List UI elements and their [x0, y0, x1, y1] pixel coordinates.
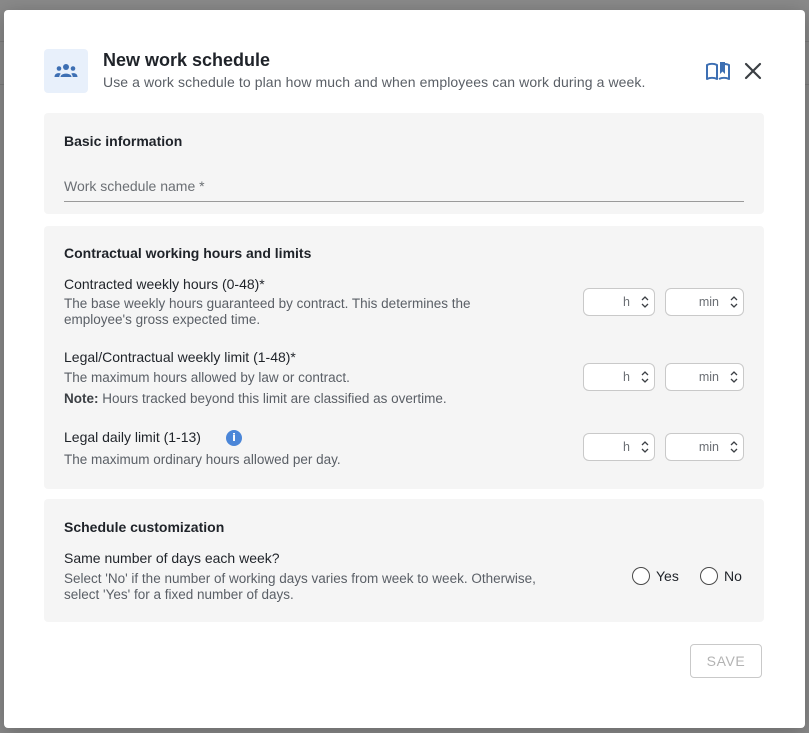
same-days-description: Select 'No' if the number of working days varies from week to week. Otherwise, select 'Yes' for a fixed number of days. [64, 571, 536, 602]
basic-information-section [44, 113, 764, 214]
stepper-arrows-icon[interactable] [640, 437, 650, 457]
contracted-weekly-hours-label: Contracted weekly hours (0-48)* [64, 276, 265, 292]
contracted-weekly-hours-description: The base weekly hours guaranteed by contract. This determines the employee's gross expected time. [64, 296, 471, 327]
section-title: Basic information [64, 133, 183, 149]
stepper-arrows-icon[interactable] [729, 437, 739, 457]
stepper-arrows-icon[interactable] [640, 367, 650, 387]
no-radio[interactable]: No [700, 567, 742, 585]
weekly-limit-note: Note: Hours tracked beyond this limit are classified as overtime. [64, 391, 447, 406]
weekly-limit-minutes-stepper[interactable]: min [665, 363, 744, 391]
section-title: Schedule customization [64, 519, 225, 535]
info-icon[interactable]: i [226, 430, 242, 446]
book-open-icon[interactable] [705, 60, 731, 82]
schedule-customization-section [44, 499, 764, 622]
radio-circle[interactable] [700, 567, 718, 585]
weekly-limit-description: The maximum hours allowed by law or contract. [64, 370, 350, 385]
weekly-limit-label: Legal/Contractual weekly limit (1-48)* [64, 349, 296, 365]
dialog-subtitle: Use a work schedule to plan how much and when employees can work during a week. [103, 74, 646, 90]
section-title: Contractual working hours and limits [64, 245, 312, 261]
daily-limit-label: Legal daily limit (1-13) [64, 429, 201, 445]
dialog-title: New work schedule [103, 50, 271, 70]
yes-radio[interactable]: Yes [632, 567, 679, 585]
team-icon [44, 49, 88, 93]
daily-limit-hours-stepper[interactable]: h [583, 433, 655, 461]
new-work-schedule-dialog [4, 10, 805, 728]
stepper-arrows-icon[interactable] [729, 292, 739, 312]
daily-limit-description: The maximum ordinary hours allowed per day. [64, 452, 341, 467]
contracted-minutes-stepper[interactable]: min [665, 288, 744, 316]
close-icon[interactable] [742, 60, 764, 82]
weekly-limit-hours-stepper[interactable]: h [583, 363, 655, 391]
contractual-hours-section [44, 226, 764, 489]
same-days-question: Same number of days each week? [64, 550, 280, 566]
stepper-arrows-icon[interactable] [640, 292, 650, 312]
stepper-arrows-icon[interactable] [729, 367, 739, 387]
save-button[interactable]: SAVE [690, 644, 762, 678]
radio-circle[interactable] [632, 567, 650, 585]
daily-limit-minutes-stepper[interactable]: min [665, 433, 744, 461]
contracted-hours-stepper[interactable]: h [583, 288, 655, 316]
work-schedule-name-input[interactable] [64, 165, 744, 202]
